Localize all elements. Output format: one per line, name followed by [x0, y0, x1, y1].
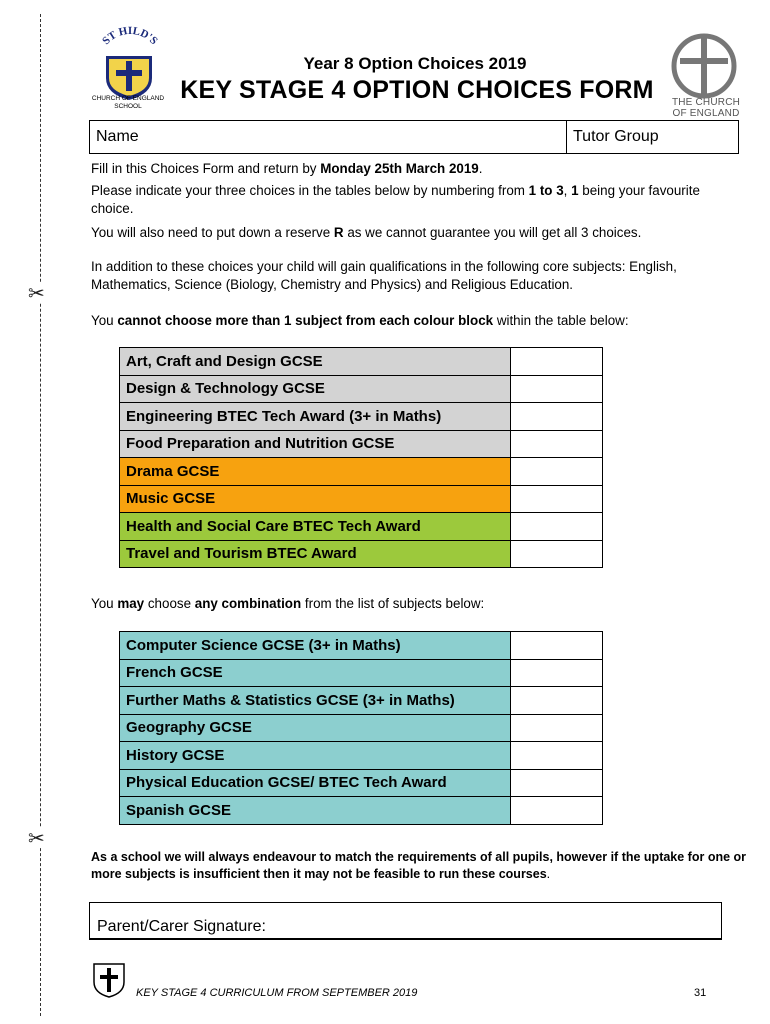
subject-cell: Art, Craft and Design GCSE — [120, 348, 511, 376]
colour-block-rule: cannot choose more than 1 subject from each colour block — [117, 313, 494, 328]
table-row — [120, 687, 603, 715]
footer-title: KEY STAGE 4 CURRICULUM FROM SEPTEMBER 2019 — [136, 987, 418, 999]
ranking-text: Please indicate your three choices in the tables below by numbering from — [91, 183, 529, 198]
subject-cell: History GCSE — [120, 742, 511, 770]
table-row — [120, 659, 603, 687]
ranking-range: 1 to 3 — [528, 183, 564, 198]
instruction-any-combination — [91, 595, 741, 613]
church-of-england-text — [668, 97, 744, 119]
scissors-icon: ✂ — [28, 826, 45, 850]
name-field[interactable] — [90, 121, 567, 153]
choice-box[interactable] — [511, 403, 603, 431]
subject-cell: Design & Technology GCSE — [120, 375, 511, 403]
combination-may: may — [117, 596, 145, 611]
subject-cell: Geography GCSE — [120, 714, 511, 742]
deadline-end: . — [478, 161, 483, 176]
church-line-2: OF ENGLAND — [672, 108, 740, 119]
colour-block-table — [119, 347, 603, 568]
reserve-text: You will also need to put down a reserve — [91, 225, 334, 240]
choice-box[interactable] — [511, 632, 603, 660]
ranking-end: being your favourite choice. — [91, 183, 700, 216]
page-number: 31 — [694, 987, 707, 999]
choice-box[interactable] — [511, 659, 603, 687]
choice-box[interactable] — [511, 742, 603, 770]
feasibility-note-end: . — [546, 867, 551, 881]
choice-box[interactable] — [511, 375, 603, 403]
ranking-comma: , — [563, 183, 572, 198]
instruction-ranking — [91, 182, 741, 218]
deadline-date: Monday 25th March 2019 — [320, 161, 479, 176]
subject-cell: Further Maths & Statistics GCSE (3+ in Maths) — [120, 687, 511, 715]
choice-box[interactable] — [511, 797, 603, 825]
table-row — [120, 797, 603, 825]
combination-end: from the list of subjects below: — [301, 596, 485, 611]
church-of-england-logo-icon — [668, 32, 740, 100]
subject-cell: French GCSE — [120, 659, 511, 687]
subject-cell: Spanish GCSE — [120, 797, 511, 825]
choice-box[interactable] — [511, 485, 603, 513]
instruction-reserve — [91, 224, 741, 242]
tutor-group-label: Tutor Group — [573, 128, 659, 145]
feasibility-note — [91, 849, 751, 883]
table-row — [120, 632, 603, 660]
table-row — [120, 375, 603, 403]
table-row — [120, 458, 603, 486]
subject-cell: Health and Social Care BTEC Tech Award — [120, 513, 511, 541]
combination-any: any combination — [194, 596, 302, 611]
colour-block-end: within the table below: — [493, 313, 629, 328]
table-row — [120, 714, 603, 742]
name-label: Name — [96, 128, 139, 145]
subject-cell: Travel and Tourism BTEC Award — [120, 540, 511, 568]
cut-line — [40, 14, 41, 1016]
subject-cell: Physical Education GCSE/ BTEC Tech Award — [120, 769, 511, 797]
school-name-arc: ST HILD'S — [100, 26, 160, 48]
form-subtitle: Year 8 Option Choices 2019 — [303, 54, 527, 73]
scissors-icon: ✂ — [28, 281, 45, 305]
table-row — [120, 485, 603, 513]
name-tutor-row — [89, 120, 739, 154]
choice-box[interactable] — [511, 430, 603, 458]
instruction-core-subjects: In addition to these choices your child will gain qualifications in the following core subjects: English, Mathematics, Science (Biology, Chemistry and Physics) and Religious Education. — [91, 259, 677, 292]
choice-box[interactable] — [511, 687, 603, 715]
choice-box[interactable] — [511, 540, 603, 568]
signature-label: Parent/Carer Signature: — [97, 918, 266, 935]
school-subtitle: CHURCH OF ENGLAND SCHOOL — [91, 95, 165, 110]
instruction-colour-block — [91, 312, 741, 330]
choice-box[interactable] — [511, 513, 603, 541]
choice-box[interactable] — [511, 458, 603, 486]
school-crest-icon — [92, 962, 126, 998]
form-title: KEY STAGE 4 OPTION CHOICES FORM — [180, 76, 654, 104]
feasibility-note-text: As a school we will always endeavour to match the requirements of all pupils, however if the uptake for one or more subjects is insufficient then it may not be feasible to run these courses — [91, 850, 747, 881]
choice-box[interactable] — [511, 714, 603, 742]
tutor-group-field[interactable] — [567, 121, 738, 153]
subject-cell: Computer Science GCSE (3+ in Maths) — [120, 632, 511, 660]
table-row — [120, 430, 603, 458]
choice-box[interactable] — [511, 348, 603, 376]
instruction-deadline — [91, 160, 741, 178]
table-row — [120, 403, 603, 431]
reserve-end: as we cannot guarantee you will get all 3 choices. — [343, 225, 642, 240]
ranking-first: 1 — [571, 183, 579, 198]
signature-field[interactable] — [89, 902, 722, 940]
subject-cell: Music GCSE — [120, 485, 511, 513]
subject-cell: Food Preparation and Nutrition GCSE — [120, 430, 511, 458]
table-row — [120, 348, 603, 376]
reserve-letter: R — [333, 225, 344, 240]
subject-cell: Drama GCSE — [120, 458, 511, 486]
church-line-1: THE CHURCH — [671, 97, 741, 108]
deadline-text: Fill in this Choices Form and return by — [91, 161, 321, 176]
free-choice-table — [119, 631, 603, 825]
table-row — [120, 540, 603, 568]
subject-cell: Engineering BTEC Tech Award (3+ in Maths) — [120, 403, 511, 431]
choice-box[interactable] — [511, 769, 603, 797]
table-row — [120, 742, 603, 770]
svg-text:ST HILD'S — [100, 26, 160, 47]
table-row — [120, 769, 603, 797]
combination-text: You — [91, 596, 118, 611]
colour-block-text: You — [91, 313, 118, 328]
combination-mid: choose — [144, 596, 195, 611]
table-row — [120, 513, 603, 541]
